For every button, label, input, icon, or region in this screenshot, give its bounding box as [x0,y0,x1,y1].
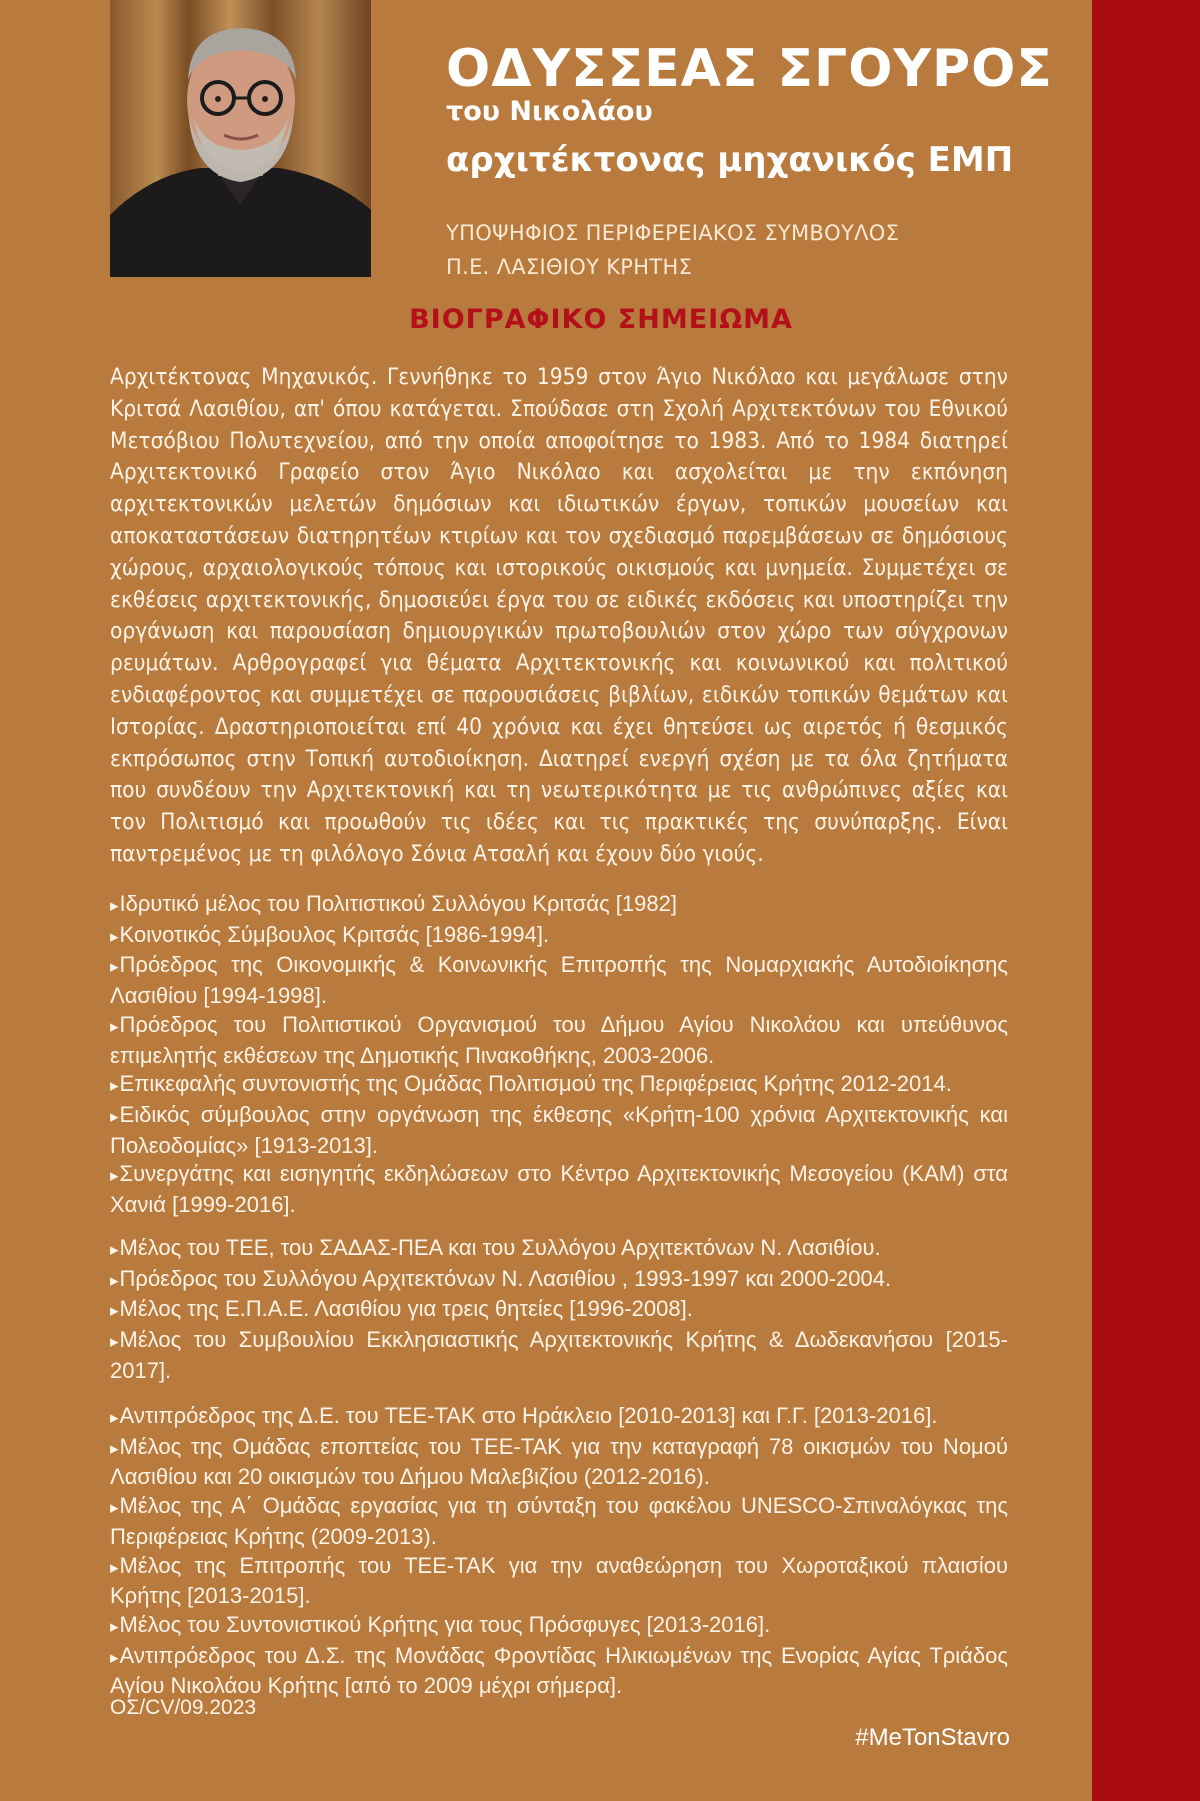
roles-professional-list [110,1234,1008,1386]
roles-tee-list [110,1402,1008,1701]
campaign-hashtag: #MeTonStavro [855,1724,1010,1751]
list-item: ▸ Αντιπρόεδρος της Δ.Ε. του ΤΕΕ-ΤΑΚ στο Ηράκλειο [2010-2013] και Γ.Γ. [2013-2016]. [110,1402,1008,1433]
candidacy-line-1: ΥΠΟΨΗΦΙΟΣ ΠΕΡΙΦΕΡΕΙΑΚΟΣ ΣΥΜΒΟΥΛΟΣ [446,221,900,245]
candidate-name: ΟΔΥΣΣΕΑΣ ΣΓΟΥΡΟΣ [446,39,1053,99]
list-item: ▸ Επικεφαλής συντονιστής της Ομάδας Πολιτισμού της Περιφέρειας Κρήτης 2012-2014. [110,1070,1008,1101]
list-item: ▸ Πρόεδρος της Οικονομικής & Κοινωνικής Επιτροπής της Νομαρχιακής Αυτοδιοίκησης Λασιθίου [1994-1998]. [110,951,1008,1010]
list-item: ▸ Πρόεδρος του Συλλόγου Αρχιτεκτόνων Ν. Λασιθίου , 1993-1997 και 2000-2004. [110,1265,1008,1296]
list-item: ▸ Μέλος της Επιτροπής του ΤΕΕ-ΤΑΚ για την αναθεώρηση του Χωροταξικού πλαισίου Κρήτης [2013-2015]. [110,1552,1008,1611]
candidate-photo [110,0,371,277]
list-item: ▸ Αντιπρόεδρος του Δ.Σ. της Μονάδας Φροντίδας Ηλικιωμένων της Ενορίας Αγίας Τριάδος Αγίου Νικολάου Κρήτης [από το 2009 μέχρι σήμερα]. [110,1642,1008,1701]
candidate-header [446,38,1053,182]
biography-paragraph: Αρχιτέκτονας Μηχανικός. Γεννήθηκε το 1959 στον Άγιο Νικόλαο και μεγάλωσε στην Κριτσά Λασιθίου, απ' όπου κατάγεται. Σπούδασε στη Σχολή Αρχιτεκτόνων του Εθνικού Μετσόβιου Πολυτεχνείου, από την οποία αποφοίτησε το 1983. Από το 1984 διατηρεί Αρχιτεκτονικό Γραφείο στον Άγιο Νικόλαο και ασχολείται με την εκπόνηση αρχιτεκτονικών μελετών δημόσιων και ιδιωτικών έργων, τοπικών μουσείων και αποκαταστάσεων διατηρητέων κτιρίων και τον σχεδιασμό παρεμβάσεων σε δημόσιους χώρους, αρχαιολογικούς τόπους και ιστορικούς οικισμούς και μνημεία. Συμμετέχει σε εκθέσεις αρχιτεκτονικής, δημοσιεύει έργα του σε ειδικές εκδόσεις και υποστηρίζει την οργάνωση και παρουσίαση δημιουργικών πρωτοβουλιών στον χώρο των σύγχρονων ρευμάτων. Αρθρογραφεί για θέματα Αρχιτεκτονικής και κοινωνικού και πολιτικού ενδιαφέροντος και συμμετέχει σε παρουσιάσεις βιβλίων, ειδικών τοπικών θεμάτων και Ιστορίας. Δραστηριοποιείται επί 40 χρόνια και έχει θητεύσει ως αιρετός ή θεσμικός εκπρόσωπος στην Τοπική αυτοδιοίκηση. Διατηρεί ενεργή σχέση με τα όλα ζητήματα που συνδέουν την Αρχιτεκτονική και τη νεωτερικότητα με τις ανθρώπινες αξίες και τον Πολιτισμό και προωθούν τις ιδέες και τις πρακτικές της συνύπαρξης. Είναι παντρεμένος με τη φιλόλογο Σόνια Ατσαλή και έχουν δύο γιούς. [110,364,1008,867]
list-item: ▸ Μέλος της Α΄ Ομάδας εργασίας για τη σύνταξη του φακέλου UNESCO-Σπιναλόγκας της Περιφέρειας Κρήτης (2009-2013). [110,1492,1008,1551]
candidate-patronymic: του Νικολάου [446,96,653,127]
list-item: ▸ Ειδικός σύμβουλος στην οργάνωση της έκθεσης «Κρήτη-100 χρόνια Αρχιτεκτονικής και Πολεοδομίας» [1913-2013]. [110,1101,1008,1160]
list-item: ▸ Ιδρυτικό μέλος του Πολιτιστικού Συλλόγου Κριτσάς [1982] [110,890,1008,921]
candidate-profession: αρχιτέκτονας μηχανικός ΕΜΠ [446,140,1014,180]
list-item: ▸ Μέλος της Ομάδας εποπτείας του ΤΕΕ-ΤΑΚ για την καταγραφή 78 οικισμών του Νομού Λασιθίου και 20 οικισμών του Δήμου Μαλεβιζίου (2012-2016). [110,1433,1008,1492]
list-item: ▸ Πρόεδρος του Πολιτιστικού Οργανισμού του Δήμου Αγίου Νικολάου και υπεύθυνος επιμελητής εκθέσεων της Δημοτικής Πινακοθήκης, 2003-2006. [110,1011,1008,1070]
list-item: ▸ Μέλος της Ε.Π.Α.Ε. Λασιθίου για τρεις θητείες [1996-2008]. [110,1295,1008,1326]
list-item: ▸ Κοινοτικός Σύμβουλος Κριτσάς [1986-1994]. [110,921,1008,952]
list-item: ▸ Μέλος του ΤΕΕ, του ΣΑΔΑΣ-ΠΕΑ και του Συλλόγου Αρχιτεκτόνων Ν. Λασιθίου. [110,1234,1008,1265]
candidacy-block [446,216,899,284]
reference-code: ΟΣ/CV/09.2023 [110,1696,257,1719]
candidacy-line-2: Π.Ε. ΛΑΣΙΘΙΟΥ ΚΡΗΤΗΣ [446,255,693,279]
roles-local-list [110,890,1008,1220]
section-title: ΒΙΟΓΡΑΦΙΚΟ ΣΗΜΕΙΩΜΑ [409,304,793,335]
portrait-illustration [110,0,371,277]
red-side-band [1092,0,1200,1801]
list-item: ▸ Συνεργάτης και εισηγητής εκδηλώσεων στο Κέντρο Αρχιτεκτονικής Μεσογείου (ΚΑΜ) στα Χανιά [1999-2016]. [110,1160,1008,1219]
list-item: ▸ Μέλος του Συμβουλίου Εκκλησιαστικής Αρχιτεκτονικής Κρήτης & Δωδεκανήσου [2015-2017]. [110,1326,1008,1385]
list-item: ▸ Μέλος του Συντονιστικού Κρήτης για τους Πρόσφυγες [2013-2016]. [110,1611,1008,1642]
